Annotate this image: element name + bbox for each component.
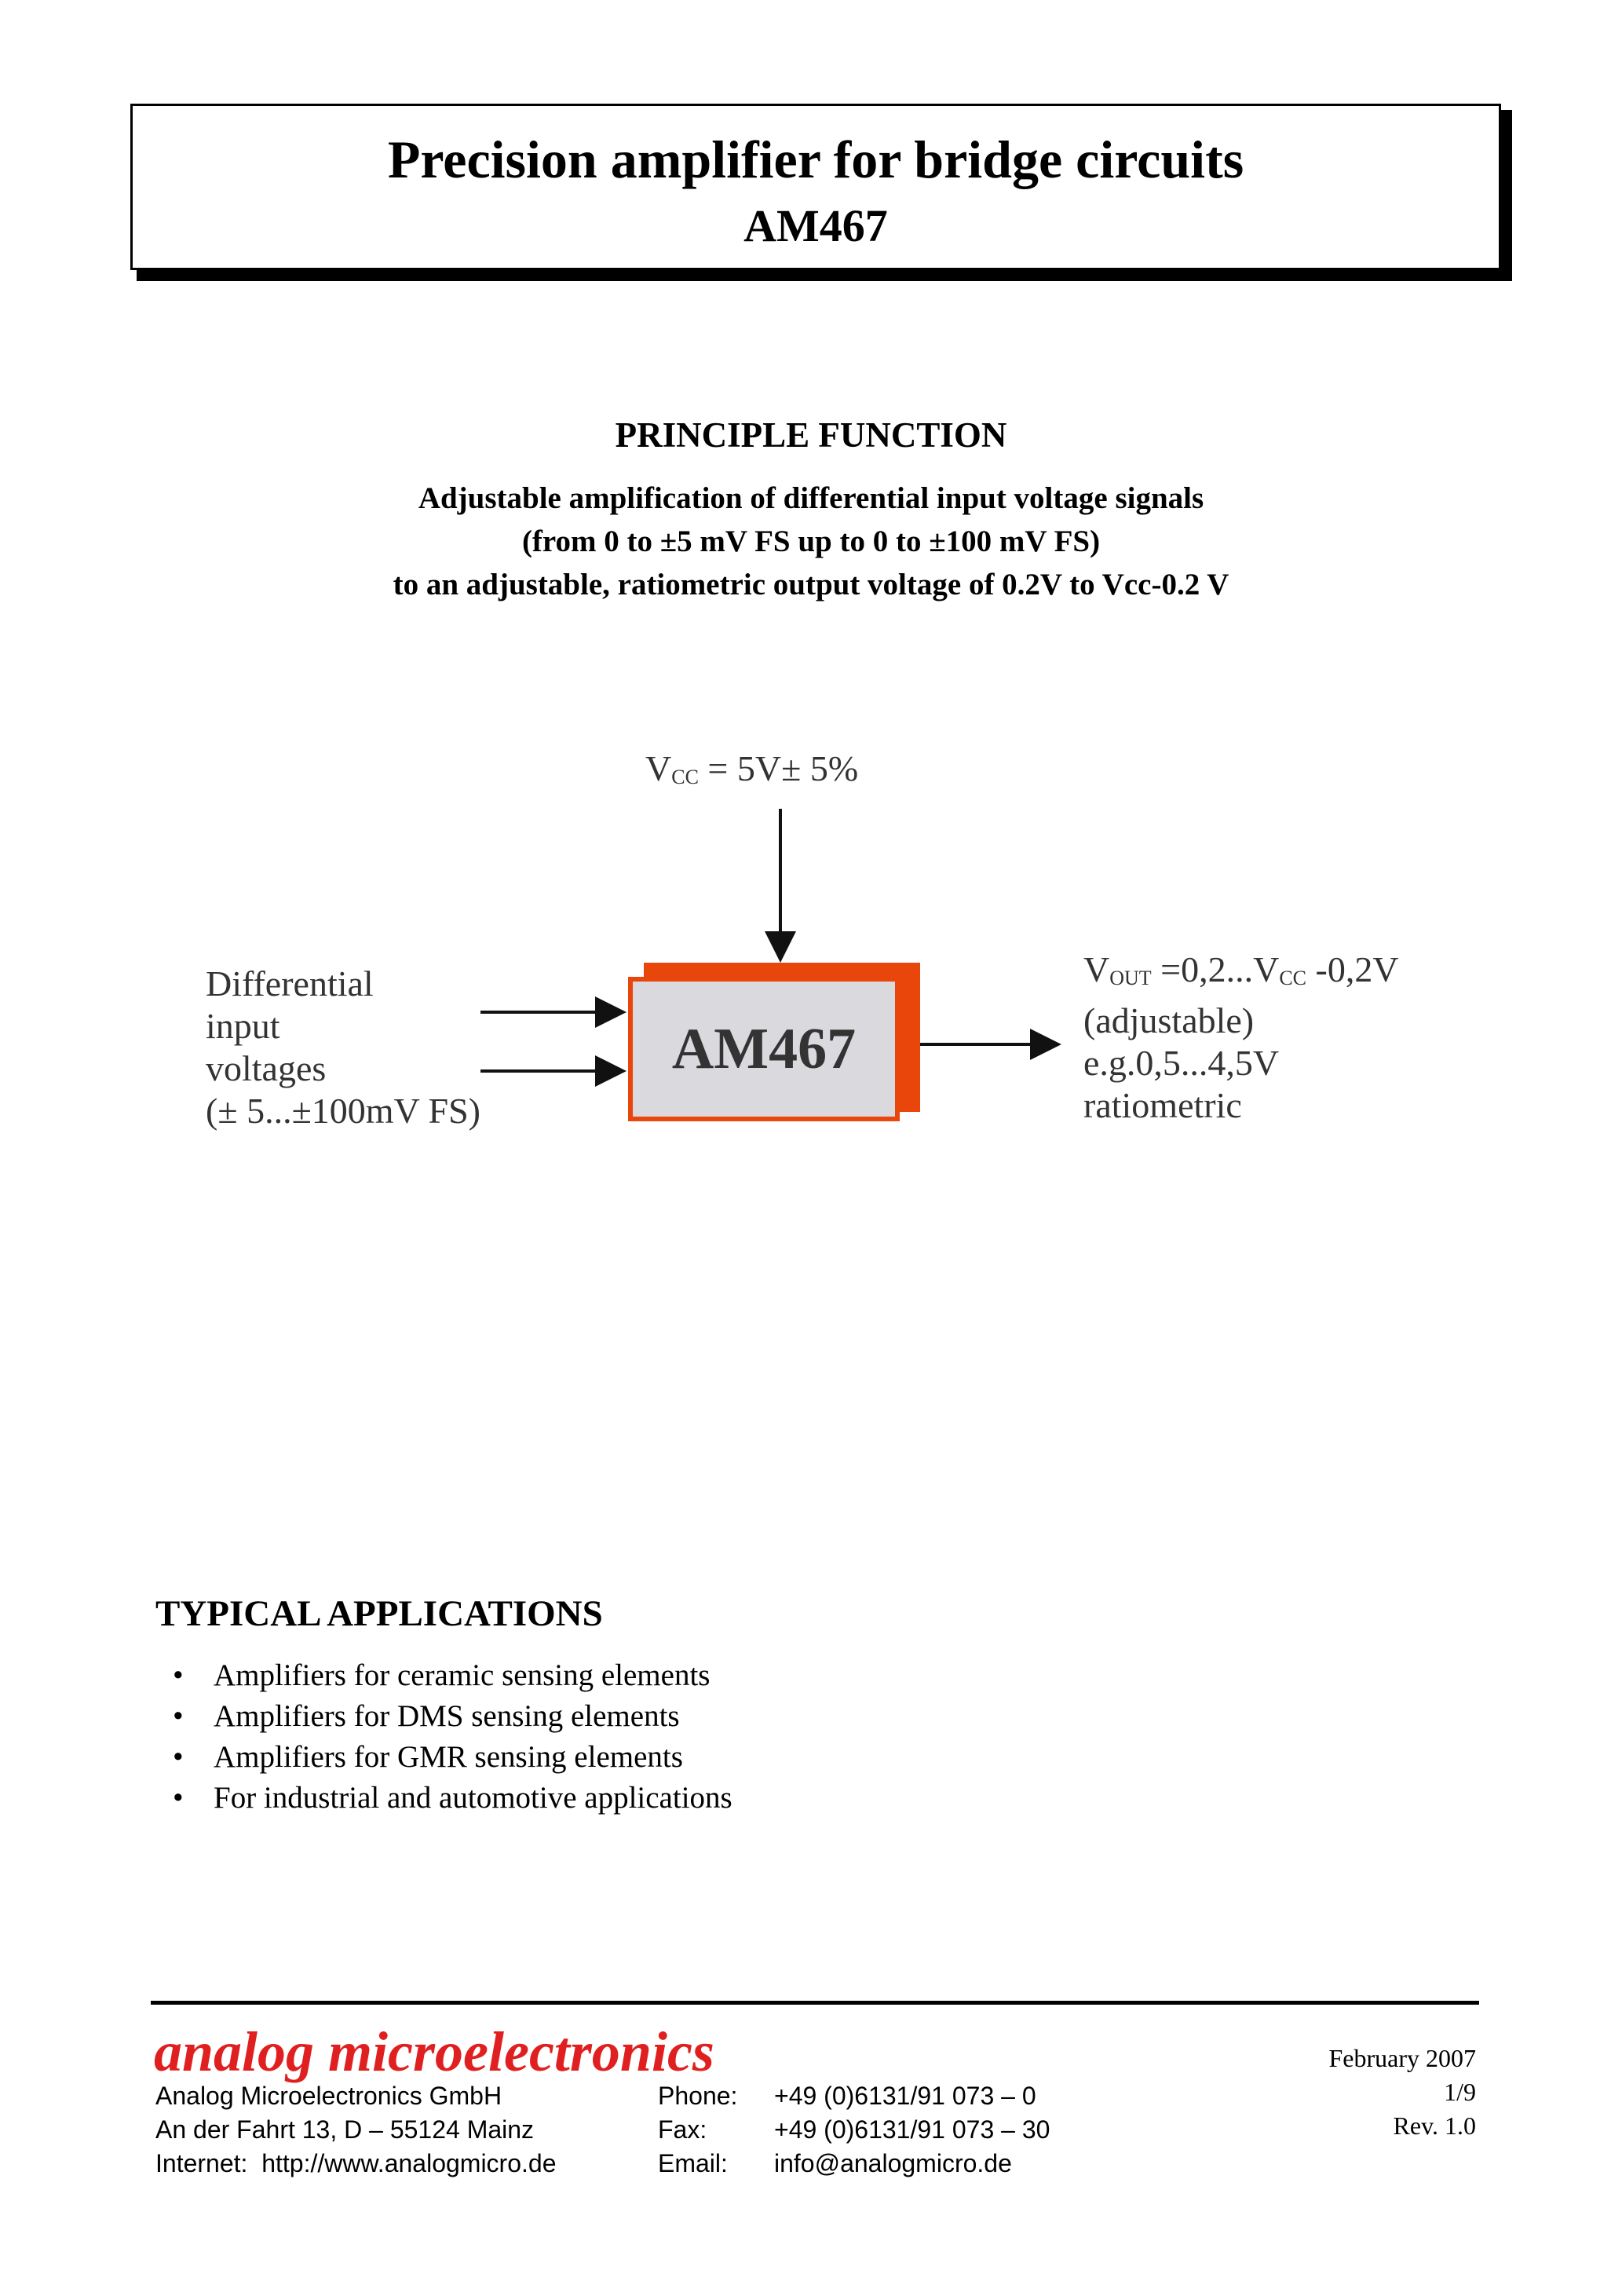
- vcc-label: VCC = 5V± 5%: [645, 748, 859, 788]
- output-line: e.g.0,5...4,5V: [1083, 1043, 1280, 1083]
- document-title: Precision amplifier for bridge circuits: [387, 130, 1244, 189]
- input-line: input: [206, 1006, 280, 1046]
- input-line: voltages: [206, 1048, 327, 1088]
- doc-meta: [1328, 2042, 1476, 2143]
- company-internet: Internet: http://www.analogmicro.de: [155, 2149, 557, 2177]
- input-description: [206, 963, 480, 1132]
- input-line: Differential: [206, 963, 374, 1004]
- list-item: • For industrial and automotive applications: [173, 1778, 732, 1819]
- contact-labels: [658, 2079, 737, 2181]
- company-address: An der Fahrt 13, D – 55124 Mainz: [155, 2115, 535, 2144]
- fax-label: Fax:: [658, 2115, 707, 2144]
- principle-line-2: (from 0 to ±5 mV FS up to 0 to ±100 mV FS): [521, 525, 1101, 558]
- principle-line-3: to an adjustable, ratiometric output voltage of 0.2V to Vcc-0.2 V: [393, 568, 1229, 601]
- contact-values: [774, 2079, 1050, 2181]
- applications-list: [173, 1655, 732, 1819]
- output-description: [1083, 949, 1399, 1127]
- page-number: 1/9: [1444, 2078, 1476, 2106]
- brand-logo-text: analog microelectronics: [154, 2020, 714, 2083]
- chip-block: AM467: [628, 977, 900, 1121]
- output-line: (adjustable): [1083, 1000, 1255, 1040]
- list-item: • Amplifiers for ceramic sensing elements: [173, 1655, 732, 1696]
- company-name: Analog Microelectronics GmbH: [155, 2082, 502, 2110]
- revision: Rev. 1.0: [1393, 2111, 1476, 2140]
- fax-value: +49 (0)6131/91 073 – 30: [774, 2115, 1050, 2144]
- list-item: • Amplifiers for DMS sensing elements: [173, 1696, 732, 1737]
- output-line: ratiometric: [1083, 1085, 1242, 1125]
- bullet-icon: •: [173, 1740, 184, 1774]
- bullet-icon: •: [173, 1781, 184, 1815]
- phone-label: Phone:: [658, 2082, 738, 2110]
- phone-value: +49 (0)6131/91 073 – 0: [774, 2082, 1036, 2110]
- email-link[interactable]: info@analogmicro.de: [774, 2149, 1012, 2177]
- email-label: Email:: [658, 2149, 728, 2177]
- list-item: • Amplifiers for GMR sensing elements: [173, 1737, 732, 1778]
- principle-line-1: Adjustable amplification of differential input voltage signals: [418, 481, 1204, 515]
- footer-divider: [151, 2001, 1479, 2005]
- bullet-icon: •: [173, 1699, 184, 1733]
- input-line: (± 5...±100mV FS): [206, 1091, 480, 1131]
- principle-function-heading: PRINCIPLE FUNCTION: [615, 415, 1007, 455]
- vout-label: VOUT =0,2...VCC -0,2V: [1083, 949, 1399, 989]
- part-number: AM467: [743, 200, 888, 251]
- website-link[interactable]: http://www.analogmicro.de: [261, 2149, 557, 2177]
- bullet-icon: •: [173, 1658, 184, 1692]
- applications-heading: TYPICAL APPLICATIONS: [155, 1593, 603, 1634]
- doc-date: February 2007: [1328, 2044, 1476, 2072]
- company-block: [155, 2079, 556, 2181]
